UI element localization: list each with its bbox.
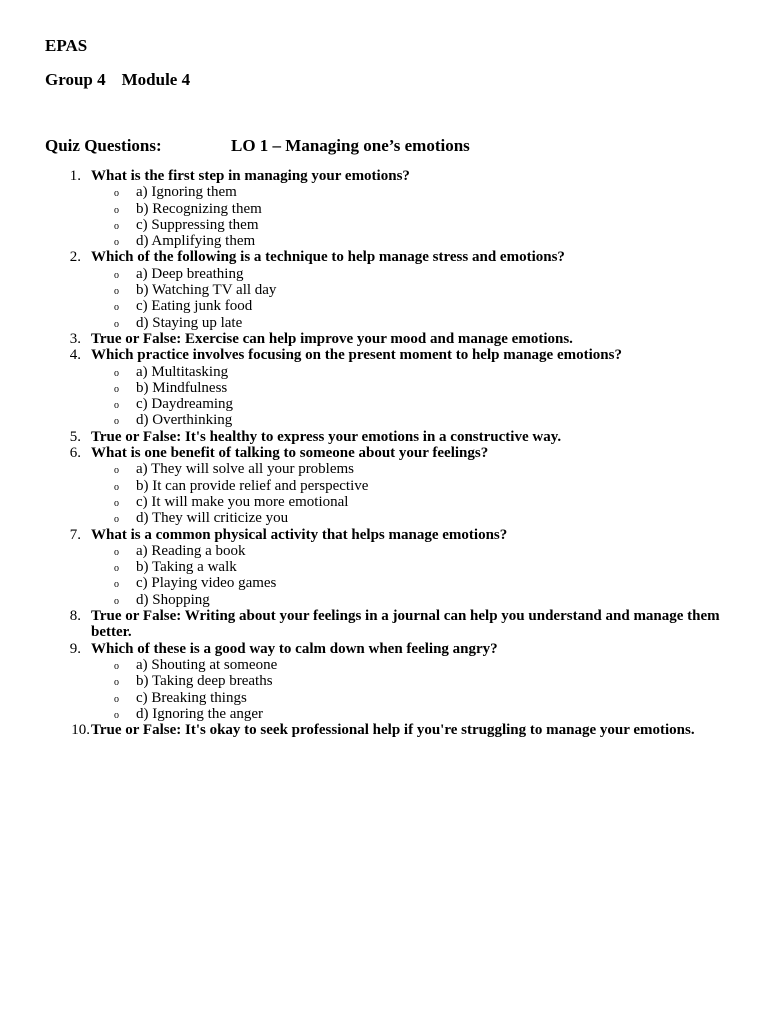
circle-bullet-icon: o	[114, 693, 119, 705]
question-text: What is the first step in managing your emotions?	[91, 168, 410, 184]
option-text: a) Multitasking	[136, 363, 229, 380]
option-text: d) Shopping	[136, 591, 210, 608]
answer-option	[0, 706, 768, 722]
answer-option	[0, 559, 768, 575]
circle-bullet-icon: o	[114, 416, 119, 428]
question-number: 9.	[69, 640, 81, 657]
answer-option	[0, 575, 768, 591]
circle-bullet-icon: o	[114, 286, 119, 298]
option-text: a) Shouting at someone	[136, 656, 278, 673]
document-title: EPAS	[45, 36, 88, 55]
option-list	[91, 364, 768, 429]
answer-option	[0, 543, 768, 559]
question-text: True or False: Writing about your feelings in a journal can help you understand and manage them better.	[91, 608, 720, 641]
circle-bullet-icon: o	[114, 514, 119, 526]
option-list	[91, 266, 768, 331]
option-text: b) Mindfulness	[136, 379, 228, 396]
answer-option	[0, 266, 768, 282]
option-text: d) Overthinking	[136, 412, 233, 429]
answer-option	[0, 478, 768, 494]
option-list	[91, 543, 768, 608]
question-text: What is a common physical activity that helps manage emotions?	[91, 526, 508, 543]
answer-option	[0, 233, 768, 249]
circle-bullet-icon: o	[114, 220, 119, 232]
option-text: c) Breaking things	[136, 689, 247, 706]
module-label: Module 4	[121, 70, 191, 89]
answer-option	[0, 201, 768, 217]
question-text: Which of the following is a technique to help manage stress and emotions?	[91, 249, 565, 266]
option-text: a) Ignoring them	[136, 184, 237, 201]
circle-bullet-icon: o	[114, 465, 119, 477]
learning-outcome-title: LO 1 – Managing one’s emotions	[231, 136, 470, 155]
circle-bullet-icon: o	[114, 481, 119, 493]
question-item	[0, 527, 768, 608]
option-text: d) Ignoring the anger	[136, 705, 264, 722]
question-number: 3.	[69, 330, 81, 347]
group-label: Group 4	[45, 70, 106, 89]
question-item	[0, 168, 768, 249]
question-text: True or False: It's okay to seek professional help if you're struggling to manage your emotions.	[91, 722, 695, 739]
question-number: 5.	[69, 428, 81, 445]
question-text: True or False: It's healthy to express your emotions in a constructive way.	[91, 428, 562, 445]
question-item	[0, 641, 768, 722]
circle-bullet-icon: o	[114, 269, 119, 281]
option-list	[91, 461, 768, 526]
circle-bullet-icon: o	[114, 302, 119, 314]
group-module-line	[45, 70, 190, 90]
question-item	[0, 429, 768, 445]
answer-option	[0, 298, 768, 314]
option-text: c) It will make you more emotional	[136, 493, 349, 510]
answer-option	[0, 412, 768, 428]
option-text: a) Reading a book	[136, 542, 246, 559]
question-number: 2.	[69, 249, 81, 266]
circle-bullet-icon: o	[114, 595, 119, 607]
question-number: 4.	[69, 347, 81, 364]
answer-option	[0, 282, 768, 298]
answer-option	[0, 396, 768, 412]
option-text: d) Amplifying them	[136, 233, 256, 250]
circle-bullet-icon: o	[114, 383, 119, 395]
question-text: Which practice involves focusing on the present moment to help manage emotions?	[91, 347, 622, 364]
answer-option	[0, 592, 768, 608]
option-list	[91, 184, 768, 249]
question-item	[0, 331, 768, 347]
option-text: d) They will criticize you	[136, 510, 289, 527]
circle-bullet-icon: o	[114, 188, 119, 200]
option-text: c) Daydreaming	[136, 396, 234, 413]
answer-option	[0, 494, 768, 510]
option-text: d) Staying up late	[136, 314, 243, 331]
question-number: 10.	[71, 722, 90, 739]
answer-option	[0, 380, 768, 396]
question-number: 6.	[69, 445, 81, 462]
question-text: Which of these is a good way to calm down when feeling angry?	[91, 640, 498, 657]
question-item	[0, 722, 768, 738]
answer-option	[0, 690, 768, 706]
question-item	[0, 608, 768, 641]
question-number: 1.	[69, 168, 81, 184]
answer-option	[0, 364, 768, 380]
circle-bullet-icon: o	[114, 497, 119, 509]
option-text: c) Suppressing them	[136, 216, 259, 233]
answer-option	[0, 673, 768, 689]
answer-option	[0, 461, 768, 477]
question-item	[0, 347, 768, 428]
option-text: b) It can provide relief and perspective	[136, 477, 369, 494]
quiz-heading	[45, 136, 470, 156]
option-text: b) Recognizing them	[136, 200, 262, 217]
option-text: b) Watching TV all day	[136, 282, 277, 299]
question-text: What is one benefit of talking to someone about your feelings?	[91, 445, 489, 462]
circle-bullet-icon: o	[114, 563, 119, 575]
circle-bullet-icon: o	[114, 400, 119, 412]
circle-bullet-icon: o	[114, 660, 119, 672]
circle-bullet-icon: o	[114, 318, 119, 330]
answer-option	[0, 217, 768, 233]
circle-bullet-icon: o	[114, 237, 119, 249]
answer-option	[0, 510, 768, 526]
question-item	[0, 249, 768, 330]
option-text: a) Deep breathing	[136, 265, 244, 282]
option-list	[91, 657, 768, 722]
question-text: True or False: Exercise can help improve your mood and manage emotions.	[91, 330, 573, 347]
option-text: c) Playing video games	[136, 575, 277, 592]
quiz-label: Quiz Questions:	[45, 136, 162, 155]
question-number: 7.	[69, 526, 81, 543]
circle-bullet-icon: o	[114, 677, 119, 689]
circle-bullet-icon: o	[114, 579, 119, 591]
answer-option	[0, 184, 768, 200]
option-text: b) Taking a walk	[136, 559, 237, 576]
question-item	[0, 445, 768, 526]
circle-bullet-icon: o	[114, 204, 119, 216]
circle-bullet-icon: o	[114, 367, 119, 379]
question-list	[0, 168, 768, 738]
option-text: b) Taking deep breaths	[136, 673, 273, 690]
question-number: 8.	[69, 608, 81, 625]
circle-bullet-icon: o	[114, 709, 119, 721]
circle-bullet-icon: o	[114, 546, 119, 558]
option-text: c) Eating junk food	[136, 298, 253, 315]
option-text: a) They will solve all your problems	[136, 461, 355, 478]
answer-option	[0, 315, 768, 331]
answer-option	[0, 657, 768, 673]
